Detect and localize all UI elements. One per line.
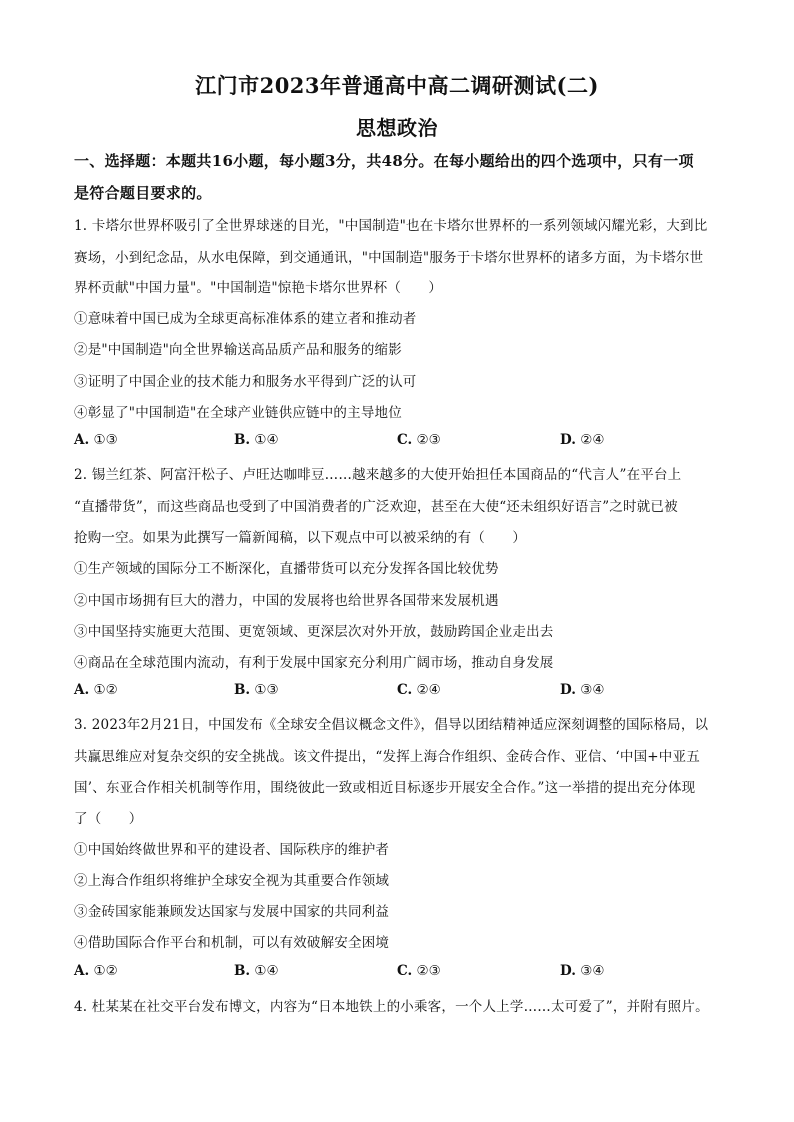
option-key: B. xyxy=(234,682,251,698)
statement-item: ①意味着中国已成为全球更高标准体系的建立者和推动者 xyxy=(74,311,417,327)
option-c[interactable] xyxy=(397,432,441,448)
statement-item: ②中国市场拥有巨大的潜力，中国的发展将也给世界各国带来发展机遇 xyxy=(74,593,499,609)
statement-item: ④彰显了"中国制造"在全球产业链供应链中的主导地位 xyxy=(74,405,402,421)
option-d[interactable] xyxy=(560,682,604,698)
option-text: ①② xyxy=(93,682,118,698)
statement-item: ③中国坚持实施更大范围、更宽领域、更深层次对外开放，鼓励跨国企业走出去 xyxy=(74,624,554,640)
option-c[interactable] xyxy=(397,963,441,979)
option-text: ③④ xyxy=(580,682,605,698)
option-a[interactable] xyxy=(74,963,118,979)
option-text: ①③ xyxy=(254,682,279,698)
option-a[interactable] xyxy=(74,432,118,448)
option-key: B. xyxy=(234,963,251,979)
option-a[interactable] xyxy=(74,682,118,698)
option-text: ②③ xyxy=(416,963,441,979)
statement-item: ②是"中国制造"向全世界输送高品质产品和服务的缩影 xyxy=(74,342,402,358)
option-key: D. xyxy=(560,682,576,698)
option-key: D. xyxy=(560,963,576,979)
subject-title: 思想政治 xyxy=(356,116,438,140)
statement-item: ①生产领域的国际分工不断深化，直播带货可以充分发挥各国比较优势 xyxy=(74,561,499,577)
option-text: ③④ xyxy=(580,963,605,979)
option-key: C. xyxy=(397,682,413,698)
option-text: ②④ xyxy=(580,432,605,448)
question-stem-line: 国’、东亚合作相关机制等作用，围绕彼此一致或相近目标逐步开展安全合作。”这一举措的提出充分体现 xyxy=(74,780,696,796)
question-stem-line: 赛场，小到纪念品，从水电保障，到交通通讯，"中国制造"服务于卡塔尔世界杯的诸多方面，为卡塔尔世 xyxy=(74,250,704,266)
option-b[interactable] xyxy=(234,963,279,979)
exam-title: 江门市2023年普通高中高二调研测试(二) xyxy=(195,73,599,98)
question-stem-line: 1. 卡塔尔世界杯吸引了全世界球迷的目光，"中国制造"也在卡塔尔世界杯的一系列领域闪耀光彩，大到比 xyxy=(74,218,708,234)
statement-item: ③金砖国家能兼顾发达国家与发展中国家的共同利益 xyxy=(74,904,390,920)
question-stem-line: 了（ ） xyxy=(74,811,143,827)
statement-item: ③证明了中国企业的技术能力和服务水平得到广泛的认可 xyxy=(74,374,417,390)
question-stem-line: 共赢思维应对复杂交织的安全挑战。该文件提出，“发挥上海合作组织、金砖合作、亚信、‘中国+中亚五 xyxy=(74,749,700,765)
statement-item: ④商品在全球范围内流动，有利于发展中国家充分利用广阔市场，推动自身发展 xyxy=(74,655,554,671)
option-key: C. xyxy=(397,432,413,448)
question-stem-line: 4. 杜某某在社交平台发布博文，内容为“日本地铁上的小乘客，一个人上学……太可爱了”，并附有照片。 xyxy=(74,999,709,1015)
option-c[interactable] xyxy=(397,682,441,698)
question-stem-line: 界杯贡献"中国力量"。"中国制造"惊艳卡塔尔世界杯（ ） xyxy=(74,280,443,296)
question-stem-line: “直播带货”，而这些商品也受到了中国消费者的广泛欢迎，甚至在大使“还未组织好语言”之时就已被 xyxy=(74,499,678,515)
question-stem-line: 3. 2023年2月21日，中国发布《全球安全倡议概念文件》，倡导以团结精神适应深刻调整的国际格局，以 xyxy=(74,717,709,733)
option-text: ①④ xyxy=(254,963,279,979)
section-heading-line-1: 一、选择题：本题共16小题，每小题3分，共48分。在每小题给出的四个选项中，只有一项 xyxy=(74,152,694,170)
statement-item: ④借助国际合作平台和机制，可以有效破解安全困境 xyxy=(74,935,390,951)
option-key: B. xyxy=(234,432,251,448)
question-stem-line: 2. 锡兰红茶、阿富汗松子、卢旺达咖啡豆……越来越多的大使开始担任本国商品的“代言人”在平台上 xyxy=(74,467,682,483)
option-key: A. xyxy=(74,963,90,979)
statement-item: ②上海合作组织将维护全球安全视为其重要合作领域 xyxy=(74,873,390,889)
option-text: ②③ xyxy=(416,432,441,448)
option-d[interactable] xyxy=(560,963,604,979)
statement-item: ①中国始终做世界和平的建设者、国际秩序的维护者 xyxy=(74,842,390,858)
option-b[interactable] xyxy=(234,432,279,448)
option-text: ①③ xyxy=(93,432,118,448)
option-text: ①④ xyxy=(254,432,279,448)
question-stem-line: 抢购一空。如果为此撰写一篇新闻稿，以下观点中可以被采纳的有（ ） xyxy=(74,530,527,546)
option-b[interactable] xyxy=(234,682,279,698)
option-text: ②④ xyxy=(416,682,441,698)
option-key: A. xyxy=(74,432,90,448)
option-key: C. xyxy=(397,963,413,979)
option-text: ①② xyxy=(93,963,118,979)
option-key: A. xyxy=(74,682,90,698)
option-key: D. xyxy=(560,432,576,448)
section-heading-line-2: 是符合题目要求的。 xyxy=(74,184,212,202)
option-d[interactable] xyxy=(560,432,604,448)
